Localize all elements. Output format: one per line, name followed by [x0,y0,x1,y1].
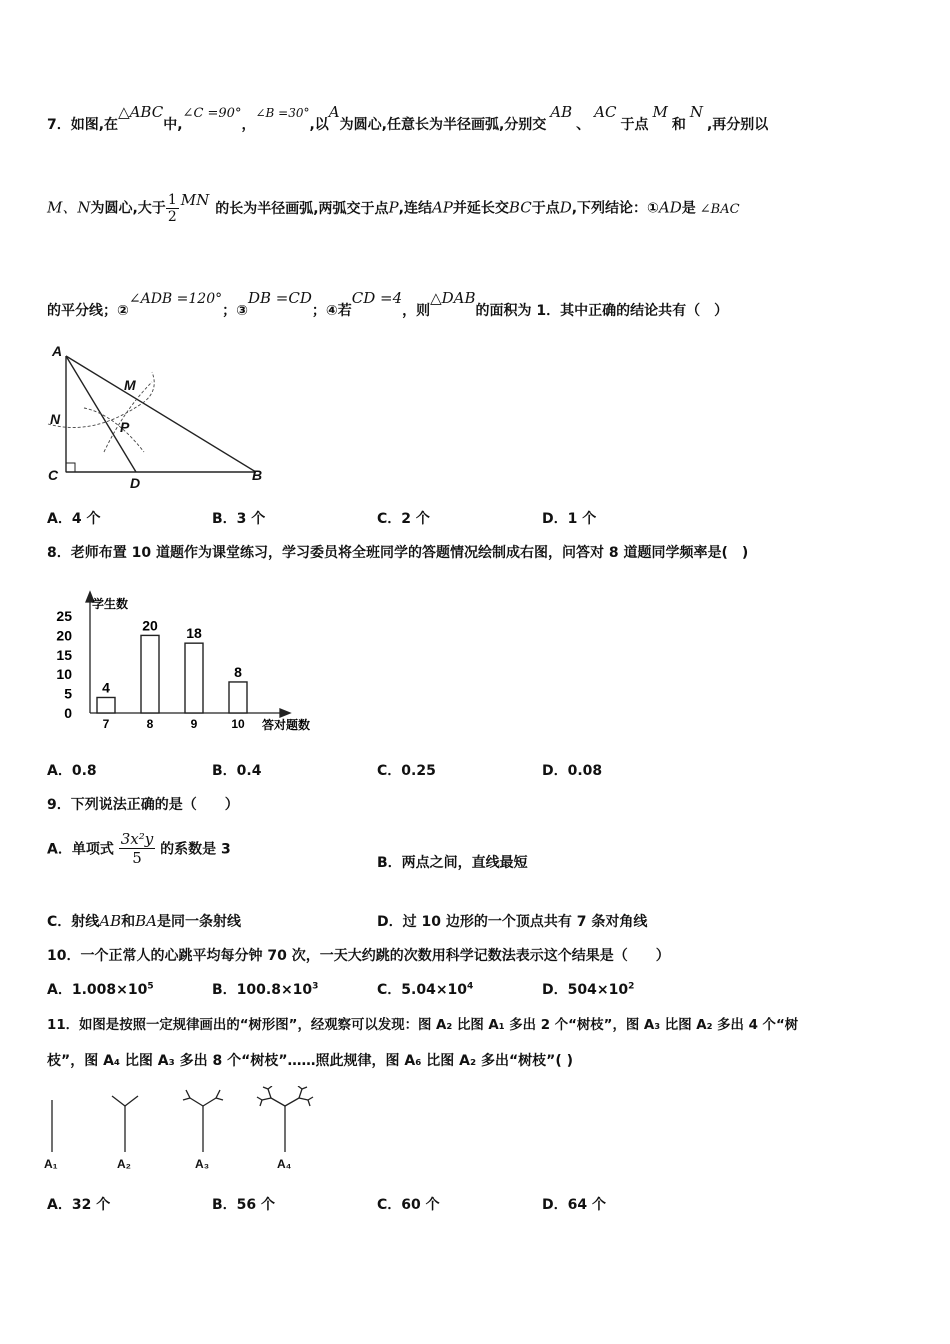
q10-option-d[interactable]: D．$504\times 10^2$ [542,981,635,998]
q10-option-c[interactable]: C．$5.04\times 10^4$ [377,981,474,998]
x-tick-label: 9 [190,717,198,731]
tree-figure [40,1086,340,1176]
q9-text: 9．下列说法正确的是（ ） [47,797,239,813]
q10-option-a[interactable]: A．$1.008\times 10^5$ [47,981,154,998]
tree-label-a4: A₄ [277,1157,292,1171]
bar-chart [50,590,330,740]
q8-text: 8．老师布置 10 道题作为课堂练习，学习委员将全班同学的答题情况绘制成右图，问答对 8 道题同学频率是( ) [47,545,749,561]
label-n: N [50,411,61,427]
q10-text: 10．一个正常人的心跳平均每分钟 70 次，一天大约跳的次数用科学记数法表示这个结果是（ ） [47,948,670,964]
bar-10 [229,682,247,713]
q7-line1: 7．如图,在△ABC中,∠C =90°，∠B =30°,以A为圆心,任意长为半径画弧,分别交AB、AC于点M和N,再分别以 [47,103,769,133]
bar-value-label: 20 [142,617,158,634]
tree-label-a3: A₃ [195,1157,210,1171]
half-fraction: $\frac{1}{2}$ [167,192,177,225]
x-axis-label: 答对题数 [262,718,311,732]
q9-option-c[interactable]: C．射线AB和BA是同一条射线 [47,912,241,930]
y-tick-label: 20 [56,627,72,644]
q9-option-d[interactable]: D．过 10 边形的一个顶点共有 7 条对角线 [377,914,648,930]
triangle-figure [44,342,284,492]
q7-option-d[interactable]: D．1 个 [542,511,597,527]
bar-7 [97,697,115,713]
label-b: B [252,467,263,483]
q11-option-a[interactable]: A．32 个 [47,1197,111,1213]
q7-line3: 的平分线；②∠ADB =120°；③DB =CD；④若CD =4，则△DAB的面积为 1．其中正确的结论共有（ ） [47,289,729,319]
label-c: C [48,467,59,483]
y-tick-label: 0 [64,705,72,721]
y-tick-label: 10 [56,666,72,683]
label-p: P [120,419,130,435]
q8-option-c[interactable]: C．0.25 [377,763,436,779]
tree-label-a2: A₂ [117,1157,131,1171]
x-axis-arrow [280,709,290,717]
q11-option-b[interactable]: B．56 个 [212,1197,276,1213]
q7-option-b[interactable]: B．3 个 [212,511,266,527]
q10-option-b[interactable]: B．$100.8\times 10^3$ [212,981,319,998]
q11-option-d[interactable]: D．64 个 [542,1197,606,1213]
label-d: D [130,475,141,491]
bar-9 [185,643,203,713]
q11-option-c[interactable]: C．60 个 [377,1197,440,1213]
side-ab [66,356,256,472]
arc-from-n [84,408,144,452]
q8-option-d[interactable]: D．0.08 [542,763,603,779]
q11-line2: 枝”，图 A₄ 比图 A₃ 多出 8 个“树枝”……照此规律，图 A₆ 比图 A₂ 多出“树枝”( ) [47,1053,574,1069]
right-angle-mark [66,463,75,472]
bar-value-label: 18 [186,625,202,642]
y-axis-label: 学生数 [92,597,129,611]
q8-option-b[interactable]: B．0.4 [212,763,262,779]
q9-option-a[interactable]: A．单项式 $\frac{\text{3x²y}}{5}$ 的系数是 3 [47,830,231,867]
x-tick-label: 10 [231,717,245,731]
q7-line2: M、N为圆心,大于 $\frac{1}{2}$ MN 的长为半径画弧,两弧交于点P,连结AP并延长交BC于点D,下列结论：①AD是 ∠BAC [47,190,740,225]
bar-8 [141,635,159,713]
x-tick-label: 8 [146,717,154,731]
monomial-fraction: $\frac{\text{3x²y}}{5}$ [120,830,154,867]
tree-label-a1: A₁ [44,1157,58,1171]
q11-line1: 11．如图是按照一定规律画出的“树形图”，经观察可以发现：图 A₂ 比图 A₁ 多出 2 个“树枝”，图 A₃ 比图 A₂ 多出 4 个“树 [47,1018,799,1033]
tree-a3 [183,1090,223,1152]
tree-a4 [257,1086,313,1152]
bar-value-label: 8 [234,663,242,680]
bar-value-label: 4 [102,679,110,696]
y-tick-label: 15 [56,646,72,663]
label-m: M [124,377,136,393]
q7-option-c[interactable]: C．2 个 [377,511,430,527]
q9-option-b[interactable]: B．两点之间，直线最短 [377,855,528,871]
y-tick-label: 25 [56,608,72,624]
label-a: A [52,343,63,359]
x-tick-label: 7 [102,717,110,731]
segment-ad [66,356,136,472]
tree-a2 [112,1096,138,1152]
y-tick-label: 5 [64,685,72,702]
q8-option-a[interactable]: A．0.8 [47,763,97,779]
q7-option-a[interactable]: A．4 个 [47,511,101,527]
